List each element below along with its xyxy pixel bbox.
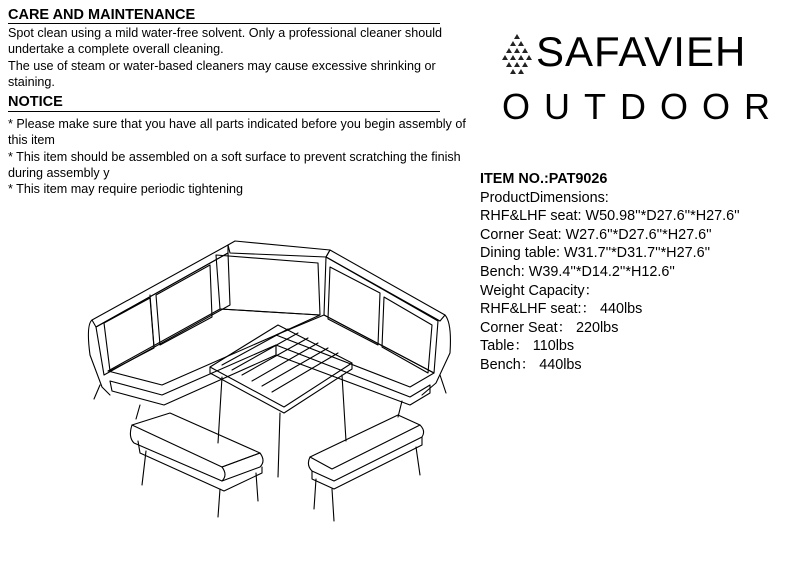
care-divider [8,23,440,24]
brand-sub: OUTDOOR [502,86,784,127]
weight-line: Corner Seat： 220lbs [480,319,619,336]
notice-line: * Please make sure that you have all parts indicated before you begin assembly of this item [8,117,466,148]
product-specs [480,170,800,375]
dimension-line: Corner Seat: W27.6''*D27.6''*H27.6'' [480,226,712,243]
weight-label: Weight Capacity： [480,282,599,299]
dimensions-label: ProductDimensions: [480,189,609,206]
care-line: Spot clean using a mild water-free solvent. Only a professional cleaner should undertake a complete overall cleaning. [8,26,443,57]
brand-name: SAFAVIEH [536,28,747,75]
care-text [8,25,478,90]
care-line: The use of steam or water-based cleaners may cause excessive shrinking or staining. [8,58,436,89]
patio-set-illustration [80,205,460,540]
triangle-emblem-icon [500,34,534,76]
patio-dining-set-line-drawing-icon [80,205,460,535]
notice-text [8,116,478,197]
weight-line: Bench： 440lbs [480,356,582,373]
notice-line: * This item should be assembled on a soft surface to prevent scratching the finish during assembly y [8,149,461,180]
dimension-line: Bench: W39.4''*D14.2''*H12.6'' [480,263,675,280]
dimension-line: Dining table: W31.7''*D31.7''*H27.6'' [480,245,711,262]
dimension-line: RHF&LHF seat: W50.98''*D27.6''*H27.6'' [480,208,740,225]
care-heading: CARE AND MAINTENANCE [8,7,196,23]
item-number: ITEM NO.:PAT9026 [480,171,608,187]
notice-line: * This item may require periodic tightening [8,182,243,197]
weight-line: Table： 110lbs [480,338,575,355]
notice-heading: NOTICE [8,94,63,110]
notice-divider [8,111,440,112]
brand-logo [500,28,784,130]
weight-line: RHF&LHF seat:： 440lbs [480,301,643,318]
